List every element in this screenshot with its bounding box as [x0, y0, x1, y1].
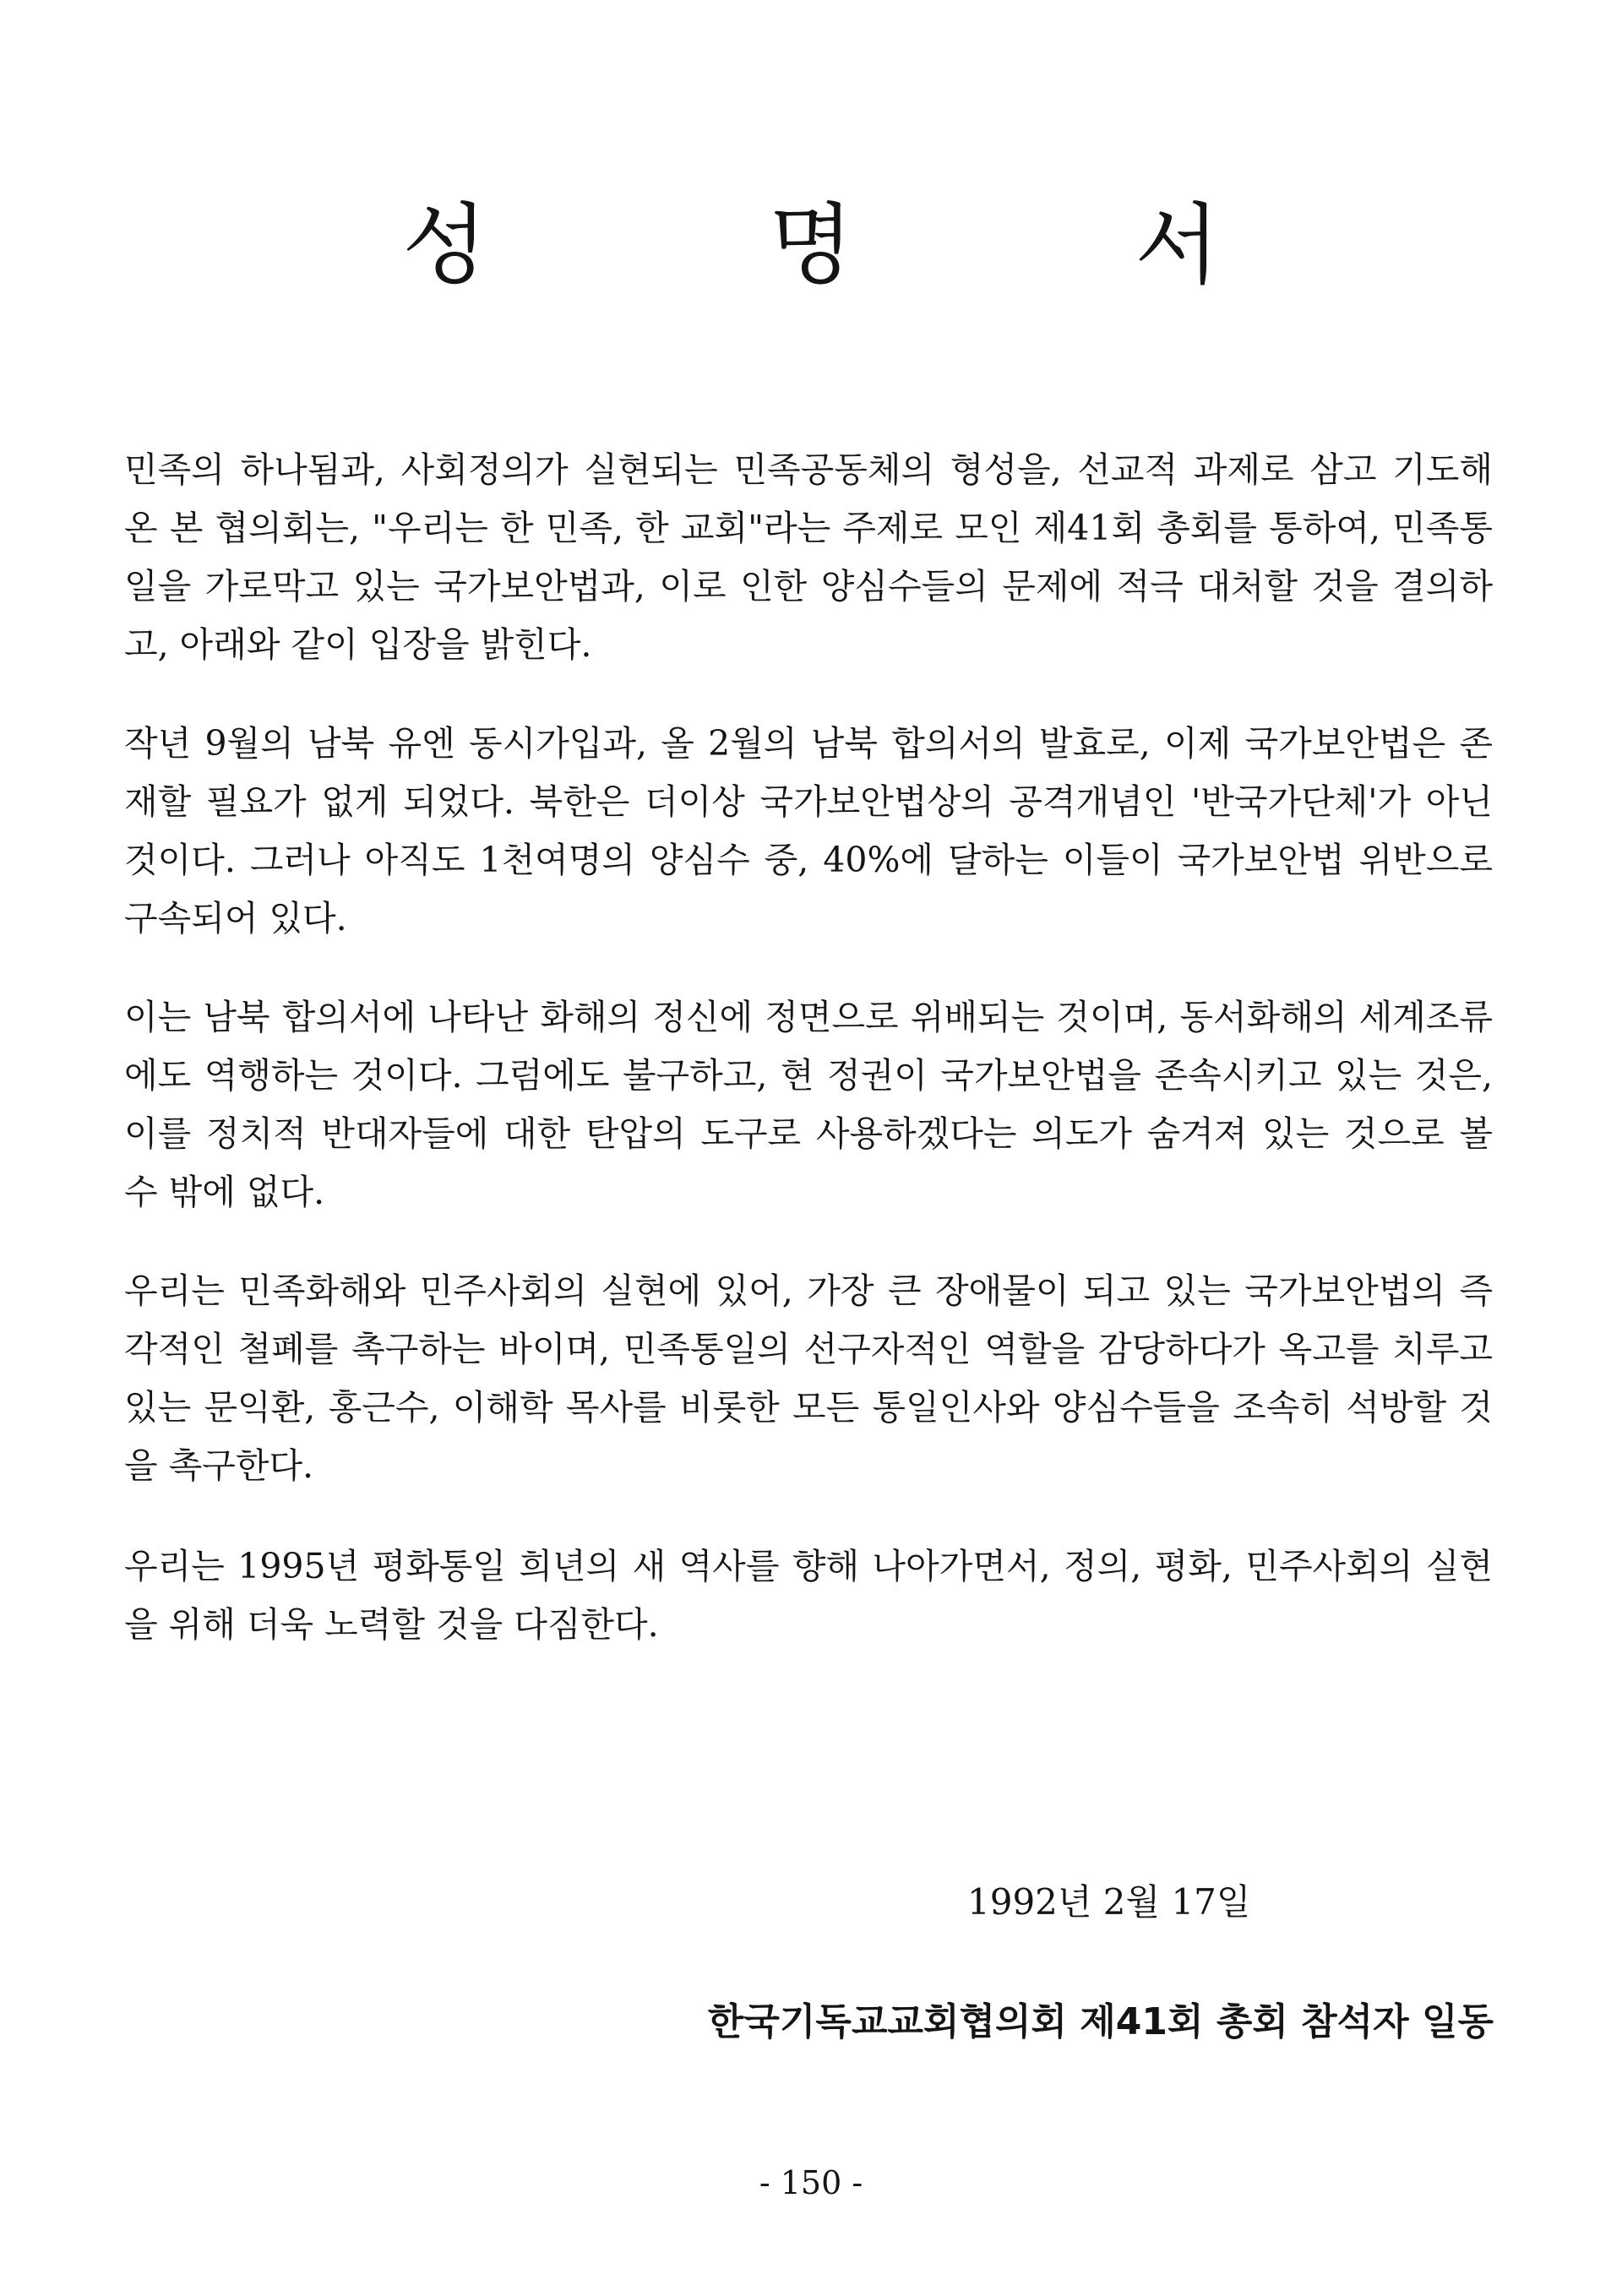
- paragraph-3: 이는 남북 합의서에 나타난 화해의 정신에 정면으로 위배되는 것이며, 동서화해의 세계조류에도 역행하는 것이다. 그럼에도 불구하고, 현 정권이 국가보안법을 존속시키고 있는 것은, 이를 정치적 반대자들에 대한 탄압의 도구로 사용하겠다는 의도가 숨겨져 있는 것으로 볼 수 밖에 없다.: [124, 997, 1493, 1212]
- page-number: - 150 -: [759, 2164, 863, 2201]
- signature-line: 한국기독교교회협의회 제41회 총회 참석자 일동: [707, 2000, 1494, 2043]
- paragraph-4: 우리는 민족화해와 민주사회의 실현에 있어, 가장 큰 장애물이 되고 있는 국가보안법의 즉각적인 철폐를 촉구하는 바이며, 민족통일의 선구자적인 역할을 감당하다가 옥고를 치루고 있는 문익환, 홍근수, 이해학 목사를 비롯한 모든 통일인사와 양심수들을 조속히 석방할 것을 촉구한다.: [124, 1270, 1493, 1486]
- paragraph-5: 우리는 1995년 평화통일 희년의 새 역사를 향해 나아가면서, 정의, 평화, 민주사회의 실현을 위해 더욱 노력할 것을 다짐한다.: [124, 1546, 1493, 1645]
- paragraph-2: 작년 9월의 남북 유엔 동시가입과, 올 2월의 남북 합의서의 발효로, 이제 국가보안법은 존재할 필요가 없게 되었다. 북한은 더이상 국가보안법상의 공격개념인 '반국가단체'가 아닌 것이다. 그러나 아직도 1천여명의 양심수 중, 40%에 달하는 이들이 국가보안법 위반으로 구속되어 있다.: [124, 723, 1493, 939]
- document-title: 성 명 서: [402, 193, 1347, 297]
- statement-date: 1992년 2월 17일: [967, 1881, 1251, 1923]
- paragraph-1: 민족의 하나됨과, 사회정의가 실현되는 민족공동체의 형성을, 선교적 과제로 삼고 기도해 온 본 협의회는, "우리는 한 민족, 한 교회"라는 주제로 모인 제41회 총회를 통하여, 민족통일을 가로막고 있는 국가보안법과, 이로 인한 양심수들의 문제에 적극 대처할 것을 결의하고, 아래와 같이 입장을 밝힌다.: [124, 449, 1493, 665]
